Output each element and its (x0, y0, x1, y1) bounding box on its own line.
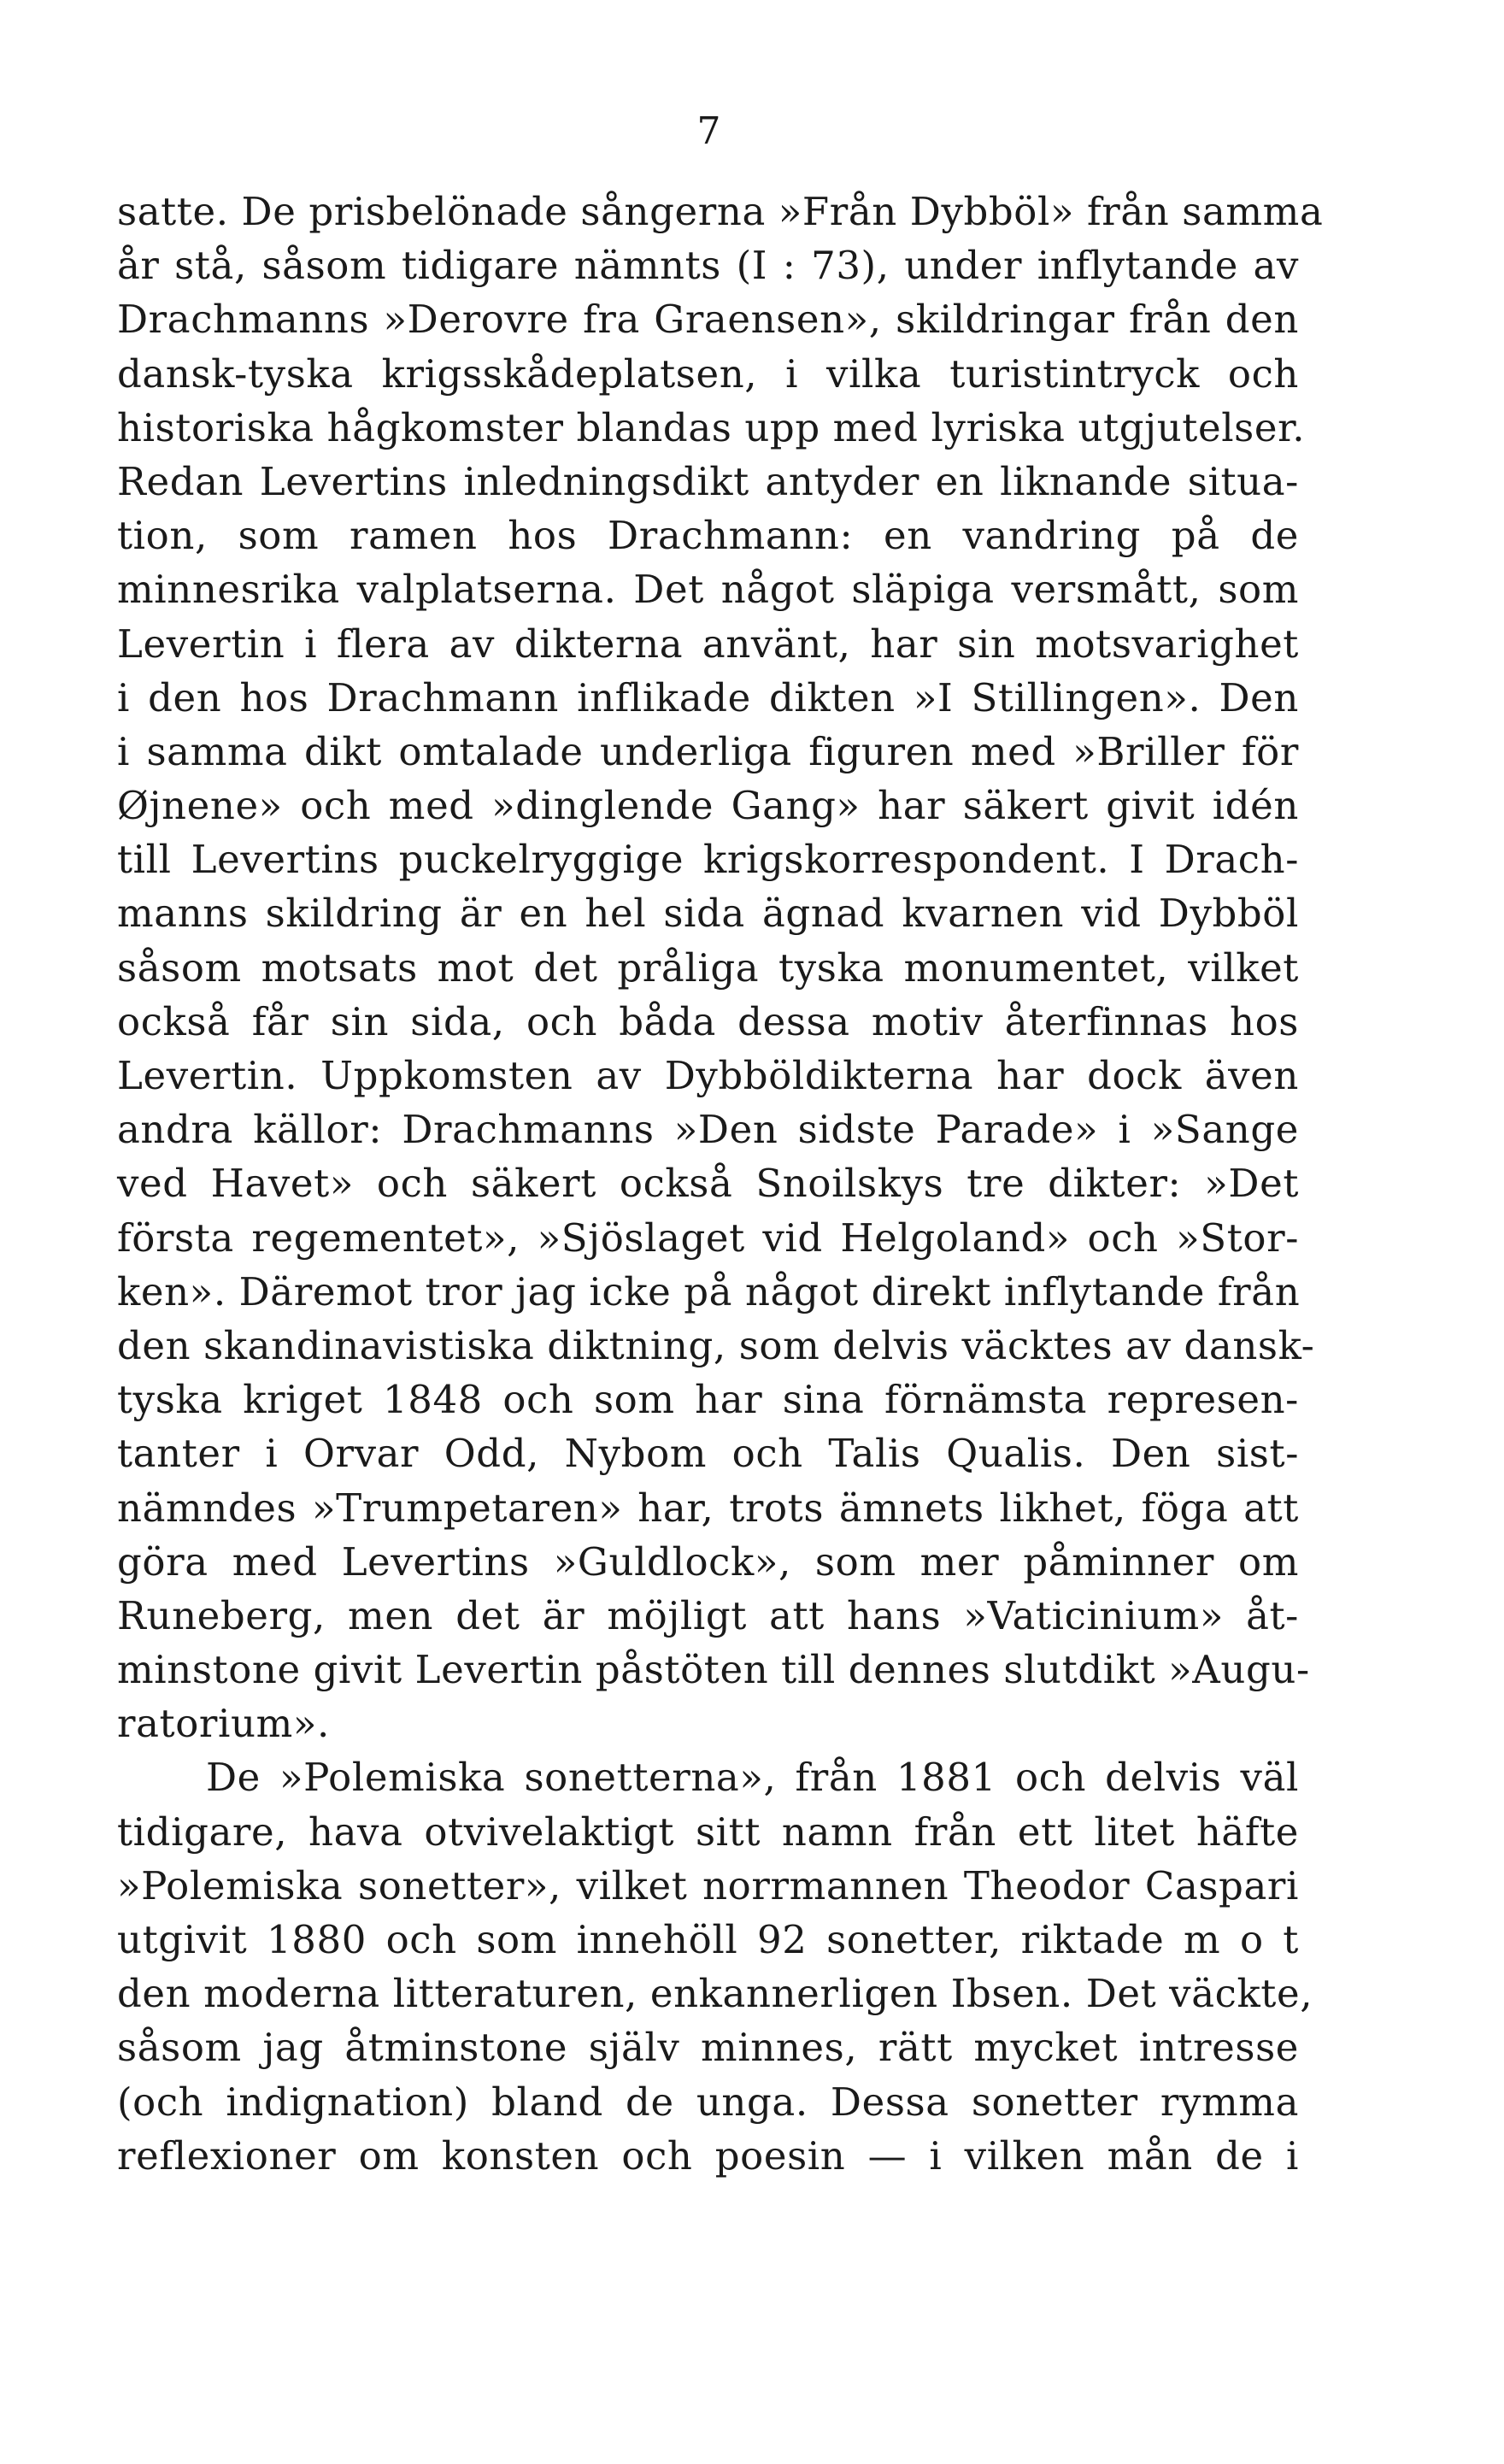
text-line: den skandinavistiska diktning, som delvis väcktes av dansk- (117, 1322, 1315, 1368)
text-line: Levertin. Uppkomsten av Dybböldikterna har dock även (117, 1053, 1299, 1098)
text-line: Redan Levertins inledningsdikt antyder en liknande situa- (117, 458, 1299, 504)
text-line: såsom jag åtminstone själv minnes, rätt mycket intresse (117, 2025, 1299, 2071)
text-line: tidigare, hava otvivelaktigt sitt namn från ett litet häfte (117, 1808, 1299, 1855)
text-line: göra med Levertins »Guldlock», som mer påminner om (117, 1538, 1299, 1585)
body-text (117, 185, 1324, 2183)
text-line: till Levertins puckelryggige krigskorrespondent. I Drach- (117, 837, 1299, 883)
text-line: i den hos Drachmann inflikade dikten »I Stillingen». Den (117, 674, 1299, 720)
text-line: dansk-tyska krigsskådeplatsen, i vilka turistintryck och (117, 350, 1299, 397)
text-line: ken». Däremot tror jag icke på något direkt inflytande från (117, 1268, 1301, 1314)
text-line: första regementet», »Sjöslaget vid Helgoland» och »Stor- (117, 1214, 1299, 1261)
paragraph-1 (117, 185, 1324, 1750)
text-line: Øjnene» och med »dinglende Gang» har säkert givit idén (117, 783, 1299, 829)
text-line: ratorium». (117, 1701, 330, 1747)
text-line: satte. De prisbelönade sångerna »Från Dybböl» från samma (117, 189, 1324, 234)
text-line: ved Havet» och säkert också Snoilskys tre dikter: »Det (117, 1161, 1299, 1207)
text-line: också får sin sida, och båda dessa motiv återfinnas hos (117, 998, 1299, 1044)
page-number: 7 (696, 109, 722, 153)
text-line: manns skildring är en hel sida ägnad kvarnen vid Dybböl (117, 891, 1299, 937)
text-line: historiska hågkomster blandas upp med lyriska utgjutelser. (117, 404, 1306, 450)
text-line: utgivit 1880 och som innehöll 92 sonetter, riktade m o t (117, 1917, 1299, 1962)
text-line: »Polemiska sonetter», vilket norrmannen Theodor Caspari (117, 1862, 1299, 1908)
text-line: Drachmanns »Derovre fra Graensen», skildringar från den (117, 297, 1299, 343)
text-line: (och indignation) bland de unga. Dessa sonetter rymma (117, 2079, 1299, 2125)
text-line: såsom motsats mot det pråliga tyska monumentet, vilket (117, 944, 1299, 991)
text-line: minnesrika valplatserna. Det något släpiga versmått, som (117, 567, 1299, 613)
paragraph-2 (117, 1750, 1313, 2183)
text-line: år stå, såsom tidigare nämnts (I : 73), under inflytande av (117, 243, 1299, 289)
text-line: Runeberg, men det är möjligt att hans »Vaticinium» åt- (117, 1592, 1299, 1638)
text-line: De »Polemiska sonetterna», från 1881 och delvis väl (206, 1755, 1299, 1801)
text-line: tion, som ramen hos Drachmann: en vandring på de (117, 513, 1299, 559)
text-line: nämndes »Trumpetaren» har, trots ämnets likhet, föga att (117, 1485, 1299, 1531)
text-line: i samma dikt omtalade underliga figuren med »Briller för (117, 728, 1299, 774)
text-line: reflexioner om konsten och poesin — i vilken mån de i (117, 2132, 1299, 2179)
text-line: tyska kriget 1848 och som har sina förnämsta represen- (117, 1377, 1299, 1423)
text-line: minstone givit Levertin påstöten till dennes slutdikt »Augu- (117, 1647, 1310, 1693)
text-line: andra källor: Drachmanns »Den sidste Parade» i »Sange (117, 1107, 1299, 1153)
text-line: den moderna litteraturen, enkannerligen Ibsen. Det väckte, (117, 1971, 1313, 2017)
text-line: tanter i Orvar Odd, Nybom och Talis Qualis. Den sist- (117, 1431, 1299, 1477)
text-line: Levertin i flera av dikterna använt, har sin motsvarighet (117, 620, 1299, 667)
